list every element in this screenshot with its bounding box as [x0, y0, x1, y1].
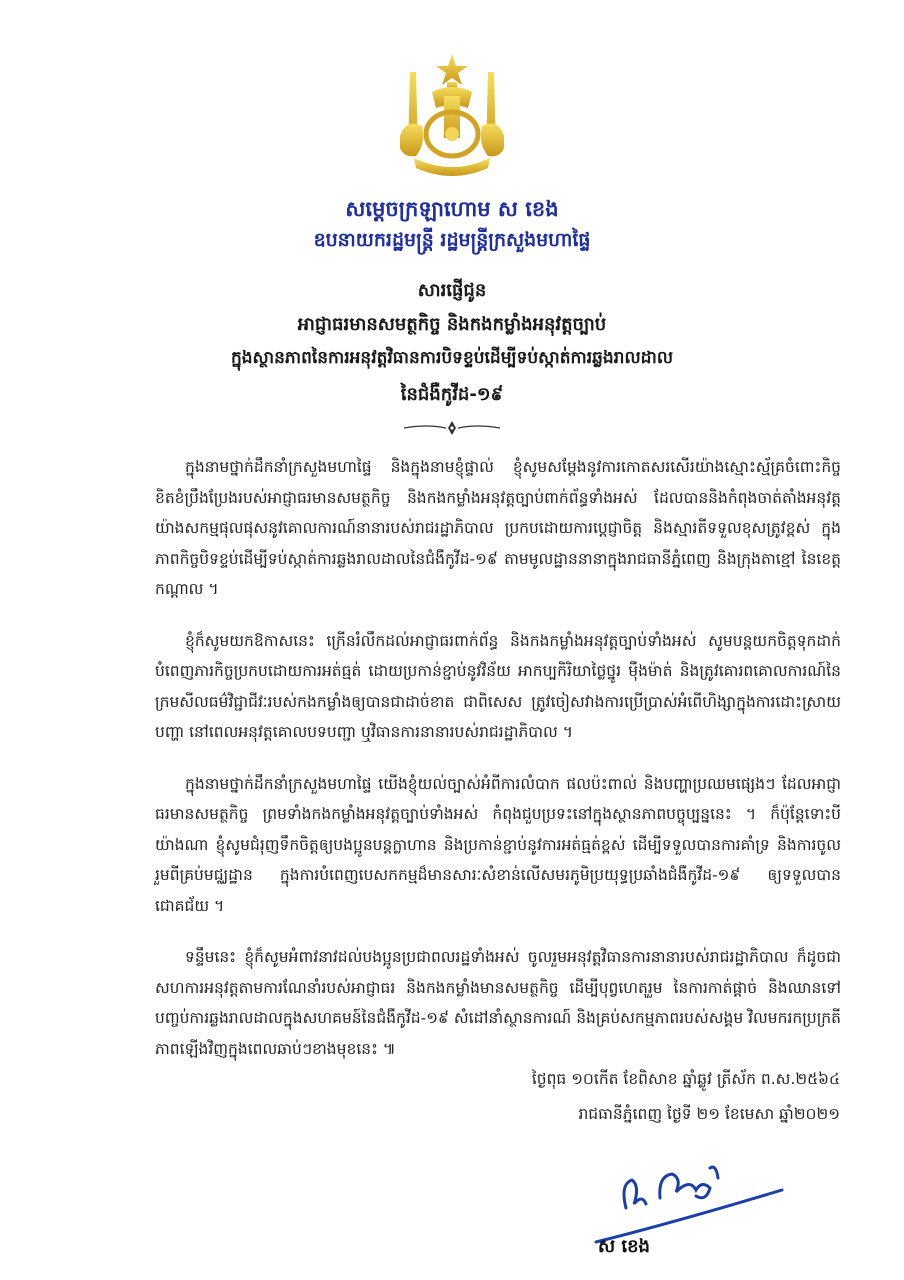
letter-title-line-3: ក្នុងស្ថានភាពនៃការអនុវត្តវិធានការបិទខ្ទប់ដើម្បីទប់ស្កាត់ការឆ្លងរាលដាល — [230, 348, 674, 368]
handwritten-signature — [586, 1138, 786, 1248]
sender-title: ឧបនាយករដ្ឋមន្ត្រី រដ្ឋមន្ត្រីក្រសួងមហាផ្ទៃ — [313, 229, 591, 251]
letter-title-line-2: អាជ្ញាធរមានសមត្ថកិច្ច និងកងកម្លាំងអនុវត្តច្បាប់ — [297, 314, 607, 335]
sender-name: សម្ដេចក្រឡាហោម ស ខេង — [345, 197, 559, 221]
solar-date: រាជធានីភ្នំពេញ ថ្ងៃទី ២១ ខែមេសា ឆ្នាំ២០២១ — [578, 1105, 840, 1123]
ornament-divider-icon — [402, 420, 502, 436]
letter-title-line-1: សារផ្ញើជូន — [417, 280, 487, 301]
royal-emblem-icon — [392, 52, 512, 184]
signatory-name: ស ខេង — [598, 1236, 650, 1257]
paragraph: ទន្ទឹមនេះ ខ្ញុំក៏សូមអំពាវនាវដល់បងប្អូនប្រជាពលរដ្ឋទាំងអស់ ចូលរួមអនុវត្តវិធានការនានារបស់រាជរដ្ឋាភិបាល ក៏ដូចជាសហការអនុវត្តតាមការណែនាំរបស់អាជ្ញាធរ និងកងកម្លាំងមានសមត្ថកិច្ច ដើម្បីបុព្វហេតុរួម នៃការកាត់ផ្ដាច់ និងឈានទៅបញ្ចប់ការឆ្លងរាលដាលក្នុងសហគមន៍នៃជំងឺកូវីដ-១៩ សំដៅនាំស្ថានការណ៍ និងគ្រប់សកម្មភាពរបស់សង្គម វិលមករកប្រក្រតីភាពឡើងវិញក្នុងពេលឆាប់ៗខាងមុខនេះ ៕ — [155, 948, 841, 1058]
letter-title-line-4: នៃជំងឺកូវីដ-១៩ — [400, 384, 504, 405]
letter-body — [155, 452, 841, 1085]
lunar-date: ថ្ងៃពុធ ១០កើត ខែពិសាខ ឆ្នាំឆ្លូវ ត្រីស័ក ព.ស.២៥៦៤ — [531, 1070, 840, 1088]
paragraph: ខ្ញុំក៏សូមយកឱកាសនេះ ក្រើនរំលឹកដល់អាជ្ញាធរពាក់ព័ន្ធ និងកងកម្លាំងអនុវត្តច្បាប់ទាំងអស់ សូមបន្តយកចិត្តទុកដាក់បំពេញភារកិច្ចប្រកបដោយការអត់ធ្មត់ ដោយប្រកាន់ខ្ជាប់នូវវិន័យ អាកប្បកិរិយាថ្លៃថ្នូរ ម៉ឺងម៉ាត់ និងត្រូវគោរពគោលការណ៍នៃក្រមសីលធម៌វិជ្ជាជីវៈរបស់កងកម្លាំងឲ្យបានជាដាច់ខាត ជាពិសេស ត្រូវចៀសវាងការប្រើប្រាស់អំពើហិង្សាក្នុងការដោះស្រាយបញ្ហា នៅពេលអនុវត្តគោលបទបញ្ជា ឬវិធានការនានារបស់រាជរដ្ឋាភិបាល ។ — [155, 631, 841, 741]
paragraph: ក្នុងនាមថ្នាក់ដឹកនាំក្រសួងមហាផ្ទៃ យើងខ្ញុំយល់ច្បាស់អំពីការលំបាក ផលប៉ះពាល់ និងបញ្ហាប្រឈមផ្សេងៗ ដែលអាជ្ញាធរមានសមត្ថកិច្ច ព្រមទាំងកងកម្លាំងអនុវត្តច្បាប់ទាំងអស់ កំពុងជួបប្រទះនៅក្នុងស្ថានភាពបច្ចុប្បន្ននេះ ។ ក៏ប៉ុន្តែទោះបីយ៉ាងណា ខ្ញុំសូមជំរុញទឹកចិត្តឲ្យបងប្អូនបន្តក្លាហាន និងប្រកាន់ខ្ជាប់នូវការអត់ធ្មត់ខ្ពស់ ដើម្បីទទួលបានការគាំទ្រ និងការចូលរួមពីគ្រប់មជ្ឈដ្ឋាន ក្នុងការបំពេញបេសកកម្មដ៏មានសារៈសំខាន់លើសមរភូមិប្រយុទ្ធប្រឆាំងជំងឺកូវីដ-១៩ ឲ្យទទួលបានជោគជ័យ ។ — [155, 774, 841, 915]
paragraph: ក្នុងនាមថ្នាក់ដឹកនាំក្រសួងមហាផ្ទៃ និងក្នុងនាមខ្ញុំផ្ទាល់ ខ្ញុំសូមសម្ដែងនូវការកោតសរសើរយ៉ាងស្មោះស្ម័គ្រចំពោះកិច្ចខិតខំប្រឹងប្រែងរបស់អាជ្ញាធរមានសមត្ថកិច្ច និងកងកម្លាំងអនុវត្តច្បាប់ពាក់ព័ន្ធទាំងអស់ ដែលបាននិងកំពុងចាត់តាំងអនុវត្តយ៉ាងសកម្មផុលផុសនូវគោលការណ៍នានារបស់រាជរដ្ឋាភិបាល ប្រកបដោយការប្ដេជ្ញាចិត្ត និងស្មារតីទទួលខុសត្រូវខ្ពស់ ក្នុងភាពកិច្ចបិទខ្ទប់ដើម្បីទប់ស្កាត់ការឆ្លងរាលដាលនៃជំងឺកូវីដ-១៩ តាមមូលដ្ឋាននានាក្នុងរាជធានីភ្នំពេញ និងក្រុងតាខ្មៅ នៃខេត្តកណ្ដាល ។ — [155, 458, 841, 598]
